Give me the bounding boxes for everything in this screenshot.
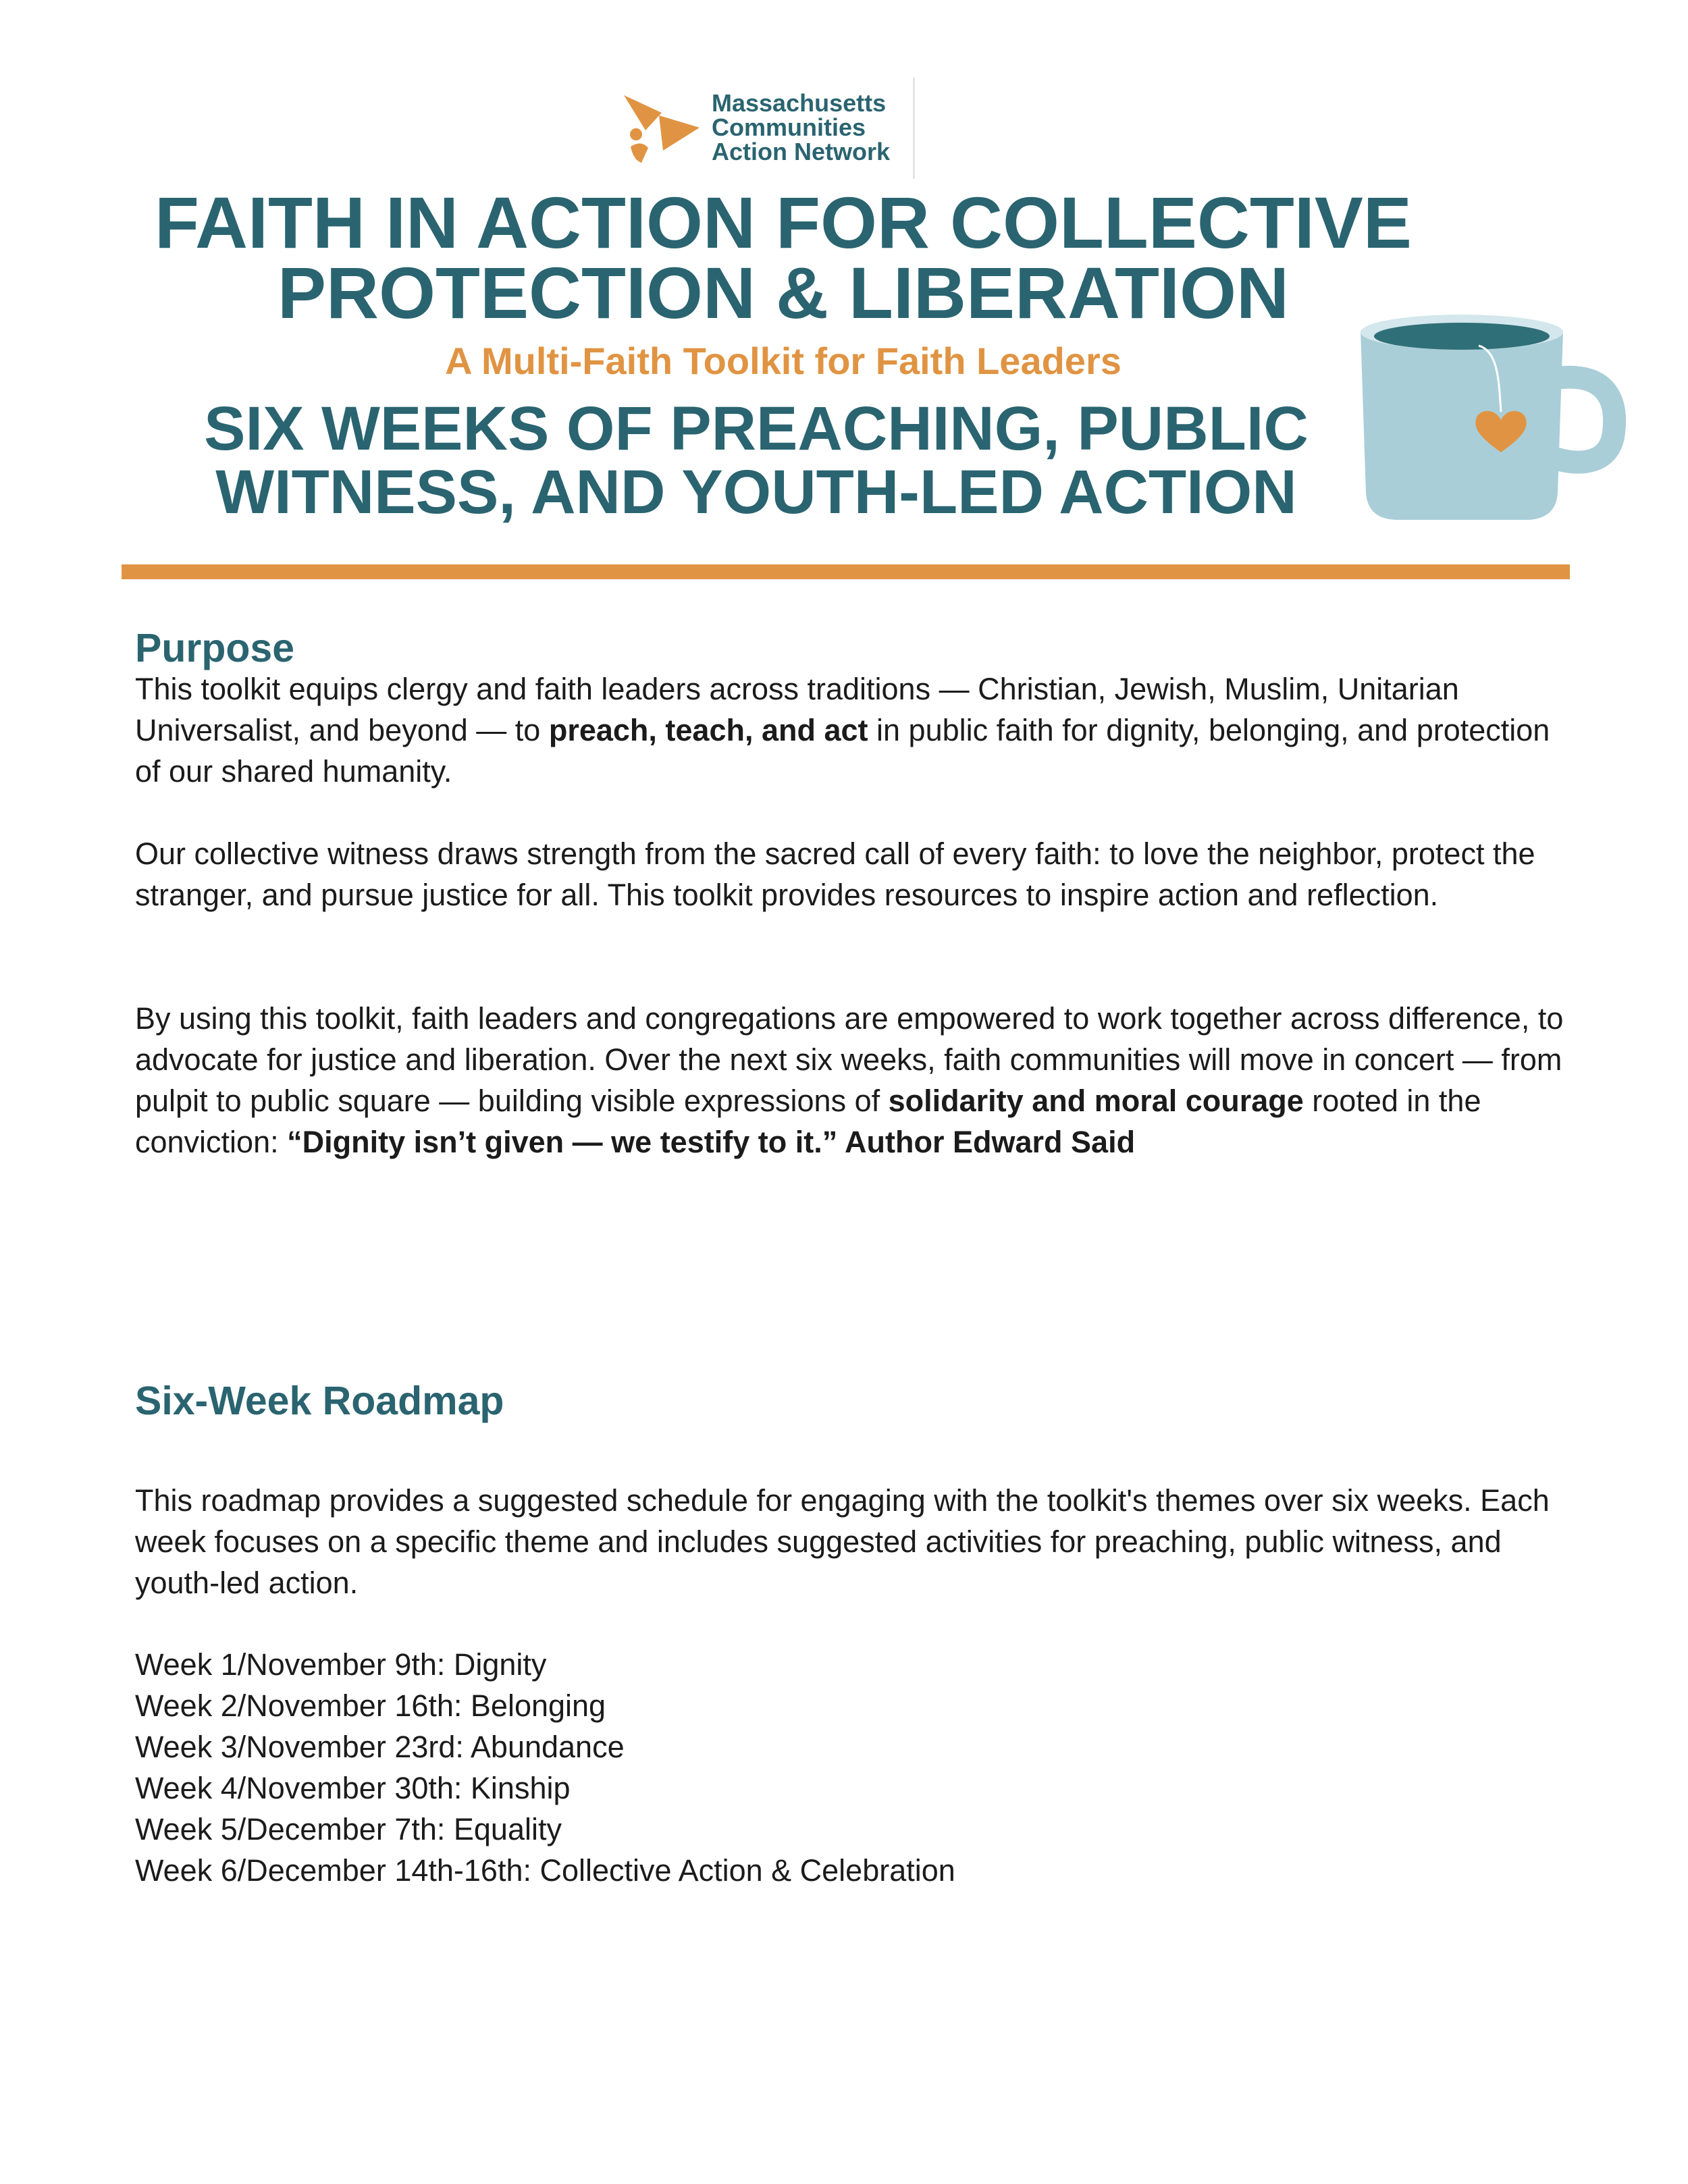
purpose-p1-bold: preach, teach, and act: [548, 713, 868, 747]
logo-line-3: Action Network: [712, 138, 891, 165]
week-item-2: Week 2/November 16th: Belonging: [135, 1688, 606, 1723]
roadmap-heading: Six-Week Roadmap: [135, 1379, 504, 1423]
logo-line-2: Communities: [712, 113, 866, 141]
mug-illustration-icon: [1347, 304, 1631, 527]
logo-text: [712, 91, 890, 164]
title-line-1: FAITH IN ACTION FOR COLLECTIVE: [155, 182, 1412, 263]
purpose-p3-quote: “Dignity isn’t given — we testify to it.” Author Edward Said: [287, 1125, 1136, 1159]
purpose-p3-text: By using this toolkit, faith leaders and congregations are empowered to work together across difference, to advocate for justice and liberation. Over the next six weeks, faith communities will move in concert — from pulpit to public square — building visible expressions of: [135, 1001, 1564, 1118]
week-item-1: Week 1/November 9th: Dignity: [135, 1647, 547, 1682]
purpose-p3-bold-1: solidarity and moral courage: [888, 1084, 1304, 1118]
purpose-paragraph-3: [135, 998, 1580, 1163]
purpose-heading: Purpose: [135, 626, 295, 670]
week-item-3: Week 3/November 23rd: Abundance: [135, 1730, 625, 1764]
secondary-title-line-1: SIX WEEKS OF PREACHING, PUBLIC: [204, 394, 1309, 463]
roadmap-week-list: [135, 1644, 955, 1891]
logo-mark-icon: [621, 92, 700, 167]
purpose-paragraph-2: Our collective witness draws strength from the sacred call of every faith: to love the neighbor, protect the stranger, and pursue justice for all. This toolkit provides resources to inspire action and reflection.: [135, 836, 1535, 912]
logo-line-1: Massachusetts: [712, 89, 887, 117]
secondary-title-line-2: WITNESS, AND YOUTH-LED ACTION: [215, 458, 1297, 527]
logo-divider: [913, 78, 915, 179]
page-title: [81, 182, 1485, 334]
roadmap-intro: This roadmap provides a suggested schedule for engaging with the toolkit's themes over six weeks. Each week focuses on a specific theme and includes suggested activities for preaching, public witness, and youth-led action.: [135, 1483, 1550, 1600]
page-subtitle: A Multi-Faith Toolkit for Faith Leaders: [445, 340, 1122, 382]
title-line-2: PROTECTION & LIBERATION: [278, 252, 1289, 334]
purpose-p3-text-mid: rooted in the conviction:: [135, 1084, 1481, 1159]
week-item-4: Week 4/November 30th: Kinship: [135, 1771, 571, 1805]
purpose-p1-text: This toolkit equips clergy and faith leaders across traditions — Christian, Jewish, Muslim, Unitarian Universalist, and beyond — to: [135, 672, 1459, 747]
week-item-5: Week 5/December 7th: Equality: [135, 1812, 562, 1846]
secondary-title: [81, 394, 1431, 527]
section-divider: [122, 564, 1570, 579]
purpose-paragraph-1: [135, 668, 1580, 792]
purpose-p1-text-end: in public faith for dignity, belonging, and protection of our shared humanity.: [135, 713, 1550, 789]
week-item-6: Week 6/December 14th-16th: Collective Action & Celebration: [135, 1853, 955, 1888]
organization-logo: [621, 78, 918, 182]
